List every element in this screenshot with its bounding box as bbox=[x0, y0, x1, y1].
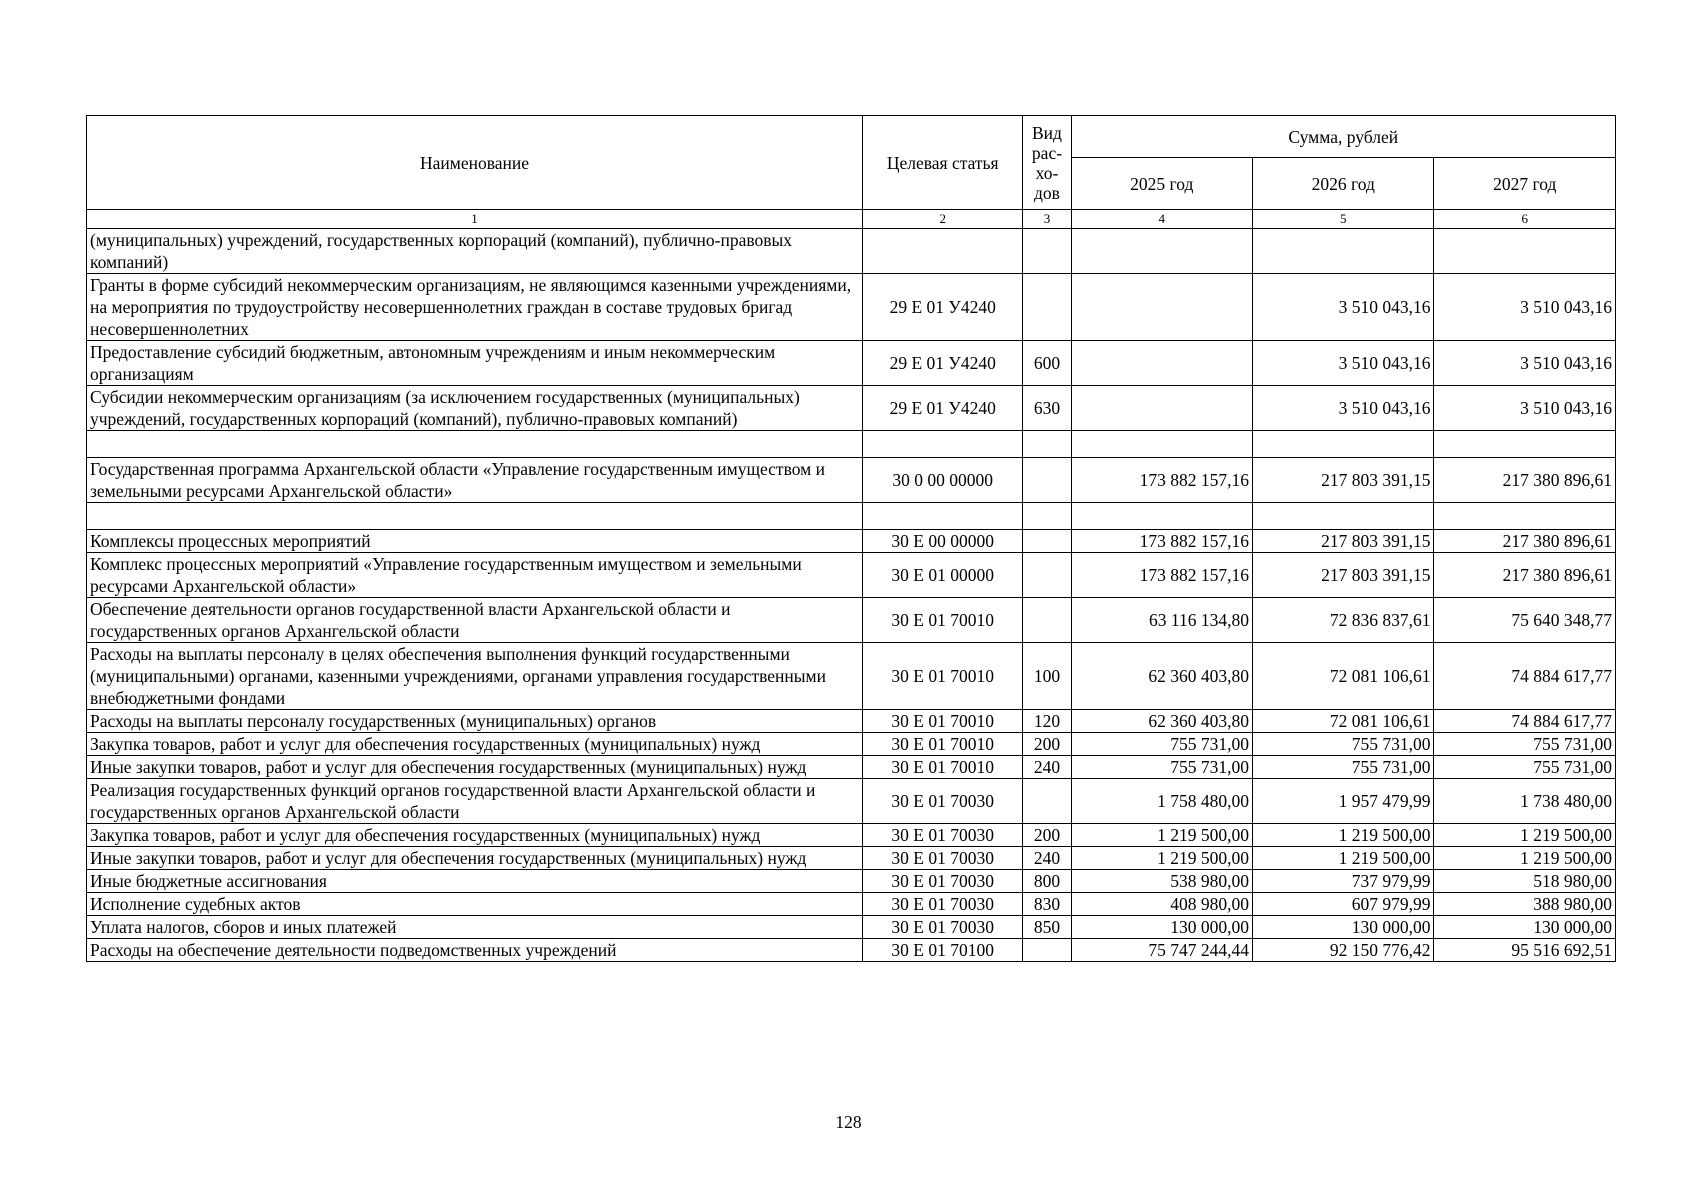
row-amount-2025: 62 360 403,80 bbox=[1071, 710, 1252, 733]
row-expense-type: 200 bbox=[1023, 733, 1071, 756]
row-amount-2027: 1 219 500,00 bbox=[1434, 847, 1616, 870]
column-number: 4 bbox=[1071, 210, 1252, 229]
row-expense-type: 120 bbox=[1023, 710, 1071, 733]
table-row-program bbox=[87, 458, 1616, 503]
table-row bbox=[87, 847, 1616, 870]
table-row bbox=[87, 274, 1616, 341]
row-target-article: 29 Е 01 У4240 bbox=[863, 341, 1023, 386]
row-amount-2025: 63 116 134,80 bbox=[1071, 598, 1252, 643]
row-expense-type: 200 bbox=[1023, 824, 1071, 847]
row-name: Закупка товаров, работ и услуг для обеспечения государственных (муниципальных) нужд bbox=[87, 733, 863, 756]
row-amount-2027: 95 516 692,51 bbox=[1434, 939, 1616, 962]
row-expense-type: 630 bbox=[1023, 386, 1071, 431]
table-row bbox=[87, 916, 1616, 939]
row-amount-2025: 130 000,00 bbox=[1071, 916, 1252, 939]
row-target-article bbox=[863, 431, 1023, 458]
row-amount-2027: 3 510 043,16 bbox=[1434, 386, 1616, 431]
header-name: Наименование bbox=[87, 116, 863, 210]
row-target-article: 30 Е 01 00000 bbox=[863, 553, 1023, 598]
row-amount-2027: 3 510 043,16 bbox=[1434, 274, 1616, 341]
row-amount-2026: 92 150 776,42 bbox=[1253, 939, 1434, 962]
row-name: Иные закупки товаров, работ и услуг для обеспечения государственных (муниципальных) нужд bbox=[87, 756, 863, 779]
table-row bbox=[87, 870, 1616, 893]
budget-table bbox=[86, 115, 1616, 962]
row-amount-2027 bbox=[1434, 503, 1616, 530]
row-name: Субсидии некоммерческим организациям (за исключением государственных (муниципальных) учреждений, государственных корпораций (компаний), публично-правовых компаний) bbox=[87, 386, 863, 431]
row-amount-2026: 72 081 106,61 bbox=[1253, 710, 1434, 733]
row-name: Иные закупки товаров, работ и услуг для обеспечения государственных (муниципальных) нужд bbox=[87, 847, 863, 870]
table-row-section bbox=[87, 530, 1616, 553]
row-amount-2026: 217 803 391,15 bbox=[1253, 458, 1434, 503]
row-target-article: 29 Е 01 У4240 bbox=[863, 386, 1023, 431]
row-target-article: 30 Е 01 70030 bbox=[863, 893, 1023, 916]
row-amount-2025 bbox=[1071, 503, 1252, 530]
row-target-article: 30 Е 01 70010 bbox=[863, 710, 1023, 733]
row-amount-2026: 3 510 043,16 bbox=[1253, 386, 1434, 431]
table-header bbox=[87, 116, 1616, 229]
row-amount-2025: 408 980,00 bbox=[1071, 893, 1252, 916]
column-number: 6 bbox=[1434, 210, 1616, 229]
row-name: Комплексы процессных мероприятий bbox=[87, 530, 863, 553]
row-name: Гранты в форме субсидий некоммерческим организациям, не являющимся казенными учреждениями, на мероприятия по трудоустройству несовершеннолетних граждан в составе трудовых бригад несовершеннолетних bbox=[87, 274, 863, 341]
row-amount-2026: 1 219 500,00 bbox=[1253, 847, 1434, 870]
row-amount-2026: 607 979,99 bbox=[1253, 893, 1434, 916]
row-amount-2027: 3 510 043,16 bbox=[1434, 341, 1616, 386]
row-expense-type bbox=[1023, 530, 1071, 553]
row-amount-2025 bbox=[1071, 341, 1252, 386]
row-expense-type bbox=[1023, 598, 1071, 643]
row-expense-type bbox=[1023, 431, 1071, 458]
row-expense-type bbox=[1023, 458, 1071, 503]
row-amount-2026: 1 957 479,99 bbox=[1253, 779, 1434, 824]
row-target-article: 30 Е 01 70030 bbox=[863, 847, 1023, 870]
table-row bbox=[87, 643, 1616, 710]
row-amount-2027 bbox=[1434, 431, 1616, 458]
column-number-row bbox=[87, 210, 1616, 229]
header-expense-type: Вид рас-хо-дов bbox=[1023, 116, 1071, 210]
row-amount-2027: 388 980,00 bbox=[1434, 893, 1616, 916]
row-name: Исполнение судебных актов bbox=[87, 893, 863, 916]
table-row bbox=[87, 824, 1616, 847]
row-amount-2025: 1 219 500,00 bbox=[1071, 824, 1252, 847]
row-amount-2026: 1 219 500,00 bbox=[1253, 824, 1434, 847]
row-amount-2025 bbox=[1071, 386, 1252, 431]
row-amount-2027: 1 219 500,00 bbox=[1434, 824, 1616, 847]
row-target-article: 30 Е 01 70010 bbox=[863, 733, 1023, 756]
row-amount-2026 bbox=[1253, 229, 1434, 274]
row-amount-2026 bbox=[1253, 431, 1434, 458]
column-number: 1 bbox=[87, 210, 863, 229]
row-target-article: 30 Е 01 70010 bbox=[863, 598, 1023, 643]
row-name: Предоставление субсидий бюджетным, автономным учреждениям и иным некоммерческим организациям bbox=[87, 341, 863, 386]
row-name bbox=[87, 503, 863, 530]
row-amount-2026: 755 731,00 bbox=[1253, 756, 1434, 779]
row-expense-type: 830 bbox=[1023, 893, 1071, 916]
row-expense-type: 800 bbox=[1023, 870, 1071, 893]
row-amount-2026: 72 836 837,61 bbox=[1253, 598, 1434, 643]
table-row bbox=[87, 229, 1616, 274]
row-amount-2027: 518 980,00 bbox=[1434, 870, 1616, 893]
row-expense-type bbox=[1023, 274, 1071, 341]
row-amount-2026 bbox=[1253, 503, 1434, 530]
row-expense-type: 240 bbox=[1023, 847, 1071, 870]
row-name: Реализация государственных функций органов государственной власти Архангельской области и государственных органов Архангельской области bbox=[87, 779, 863, 824]
row-amount-2026: 755 731,00 bbox=[1253, 733, 1434, 756]
row-target-article: 30 Е 00 00000 bbox=[863, 530, 1023, 553]
row-amount-2026: 72 081 106,61 bbox=[1253, 643, 1434, 710]
table-row bbox=[87, 710, 1616, 733]
row-amount-2025: 75 747 244,44 bbox=[1071, 939, 1252, 962]
row-amount-2027 bbox=[1434, 229, 1616, 274]
row-amount-2026: 217 803 391,15 bbox=[1253, 530, 1434, 553]
row-name: Уплата налогов, сборов и иных платежей bbox=[87, 916, 863, 939]
row-target-article: 30 Е 01 70010 bbox=[863, 643, 1023, 710]
row-expense-type bbox=[1023, 503, 1071, 530]
row-name: Закупка товаров, работ и услуг для обеспечения государственных (муниципальных) нужд bbox=[87, 824, 863, 847]
header-sum: Сумма, рублей bbox=[1071, 116, 1615, 158]
column-number: 5 bbox=[1253, 210, 1434, 229]
page-number: 128 bbox=[835, 1112, 862, 1132]
header-target-article: Целевая статья bbox=[863, 116, 1023, 210]
row-target-article: 29 Е 01 У4240 bbox=[863, 274, 1023, 341]
row-amount-2027: 74 884 617,77 bbox=[1434, 643, 1616, 710]
row-amount-2026: 3 510 043,16 bbox=[1253, 341, 1434, 386]
row-name: Расходы на выплаты персоналу в целях обеспечения выполнения функций государственными (муниципальными) органами, казенными учреждениями, органами управления государственными внебюджетными фондами bbox=[87, 643, 863, 710]
table-row bbox=[87, 386, 1616, 431]
row-amount-2025: 173 882 157,16 bbox=[1071, 458, 1252, 503]
row-amount-2025: 1 219 500,00 bbox=[1071, 847, 1252, 870]
row-amount-2025: 538 980,00 bbox=[1071, 870, 1252, 893]
row-name: Государственная программа Архангельской области «Управление государственным имуществом и земельными ресурсами Архангельской области» bbox=[87, 458, 863, 503]
row-name: Комплекс процессных мероприятий «Управление государственным имуществом и земельными ресурсами Архангельской области» bbox=[87, 553, 863, 598]
table-row bbox=[87, 341, 1616, 386]
row-expense-type bbox=[1023, 553, 1071, 598]
row-expense-type bbox=[1023, 939, 1071, 962]
row-name: Расходы на выплаты персоналу государственных (муниципальных) органов bbox=[87, 710, 863, 733]
header-year-2026: 2026 год bbox=[1253, 158, 1434, 210]
row-target-article: 30 Е 01 70030 bbox=[863, 916, 1023, 939]
row-name: Иные бюджетные ассигнования bbox=[87, 870, 863, 893]
row-amount-2026: 737 979,99 bbox=[1253, 870, 1434, 893]
row-amount-2027: 755 731,00 bbox=[1434, 733, 1616, 756]
row-target-article: 30 Е 01 70010 bbox=[863, 756, 1023, 779]
row-amount-2025 bbox=[1071, 274, 1252, 341]
row-amount-2027: 1 738 480,00 bbox=[1434, 779, 1616, 824]
row-amount-2027: 75 640 348,77 bbox=[1434, 598, 1616, 643]
row-name bbox=[87, 431, 863, 458]
row-amount-2027: 217 380 896,61 bbox=[1434, 553, 1616, 598]
row-amount-2027: 755 731,00 bbox=[1434, 756, 1616, 779]
row-name: (муниципальных) учреждений, государственных корпораций (компаний), публично-правовых компаний) bbox=[87, 229, 863, 274]
header-year-2025: 2025 год bbox=[1071, 158, 1252, 210]
row-amount-2025 bbox=[1071, 431, 1252, 458]
row-expense-type bbox=[1023, 229, 1071, 274]
row-amount-2027: 74 884 617,77 bbox=[1434, 710, 1616, 733]
row-amount-2026: 217 803 391,15 bbox=[1253, 553, 1434, 598]
table-row-blank bbox=[87, 431, 1616, 458]
row-amount-2026: 130 000,00 bbox=[1253, 916, 1434, 939]
row-target-article bbox=[863, 229, 1023, 274]
row-expense-type bbox=[1023, 779, 1071, 824]
table-row bbox=[87, 598, 1616, 643]
row-amount-2025: 1 758 480,00 bbox=[1071, 779, 1252, 824]
row-amount-2025: 62 360 403,80 bbox=[1071, 643, 1252, 710]
table-row-blank bbox=[87, 503, 1616, 530]
row-amount-2027: 217 380 896,61 bbox=[1434, 458, 1616, 503]
row-target-article: 30 Е 01 70030 bbox=[863, 870, 1023, 893]
table-row bbox=[87, 779, 1616, 824]
row-amount-2025: 755 731,00 bbox=[1071, 756, 1252, 779]
row-name: Обеспечение деятельности органов государственной власти Архангельской области и государственных органов Архангельской области bbox=[87, 598, 863, 643]
row-amount-2025: 173 882 157,16 bbox=[1071, 530, 1252, 553]
row-amount-2026: 3 510 043,16 bbox=[1253, 274, 1434, 341]
header-year-2027: 2027 год bbox=[1434, 158, 1616, 210]
row-amount-2025 bbox=[1071, 229, 1252, 274]
table-row bbox=[87, 756, 1616, 779]
table-body bbox=[87, 229, 1616, 962]
row-amount-2025: 173 882 157,16 bbox=[1071, 553, 1252, 598]
row-amount-2027: 217 380 896,61 bbox=[1434, 530, 1616, 553]
table-row bbox=[87, 939, 1616, 962]
row-target-article: 30 0 00 00000 bbox=[863, 458, 1023, 503]
row-target-article: 30 Е 01 70100 bbox=[863, 939, 1023, 962]
table-row bbox=[87, 553, 1616, 598]
table-row bbox=[87, 733, 1616, 756]
row-expense-type: 600 bbox=[1023, 341, 1071, 386]
column-number: 3 bbox=[1023, 210, 1071, 229]
row-amount-2027: 130 000,00 bbox=[1434, 916, 1616, 939]
row-target-article: 30 Е 01 70030 bbox=[863, 824, 1023, 847]
table-row bbox=[87, 893, 1616, 916]
row-target-article: 30 Е 01 70030 bbox=[863, 779, 1023, 824]
row-expense-type: 100 bbox=[1023, 643, 1071, 710]
row-expense-type: 850 bbox=[1023, 916, 1071, 939]
row-expense-type: 240 bbox=[1023, 756, 1071, 779]
row-name: Расходы на обеспечение деятельности подведомственных учреждений bbox=[87, 939, 863, 962]
row-amount-2025: 755 731,00 bbox=[1071, 733, 1252, 756]
row-target-article bbox=[863, 503, 1023, 530]
column-number: 2 bbox=[863, 210, 1023, 229]
